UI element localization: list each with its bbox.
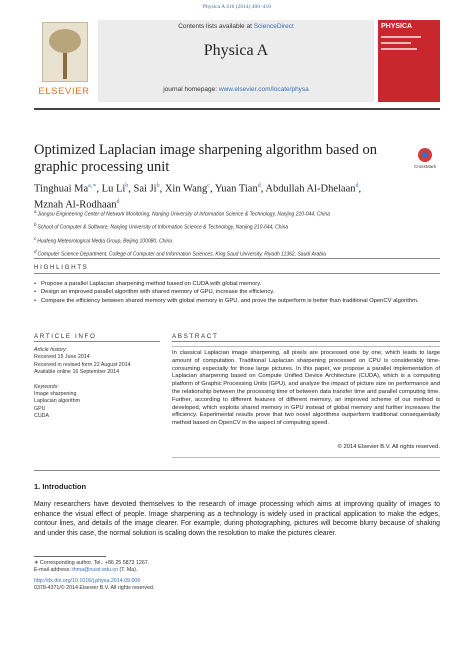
journal-cover-image[interactable]	[378, 20, 440, 102]
abstract-text: In classical Laplacian image sharpening, all pixels are processed one by one, which leads to large amount of computation. Traditional Laplacian sharpening processed on CPU is considerably time-consuming especially for those large pictures. In this paper, we propose a parallel implementation of Laplacian sharpening based on Compute Unified Device Architecture (CUDA), which is a computing platform of Graphic Processing Units (GPU), and analyze the impact of picture size on performance and the relationship between the processing time of between data transfer time and parallel computing time. Further, according to different features of different memory, an improved scheme of our method is developed, which exploits shared memory in GPU instead of global memory and further increases the efficiency. Experimental results prove that two novel algorithms outperform traditional consequentially method based on OpenCV in the aspect of computing speed.	[172, 350, 440, 427]
highlight-item: • Design an improved parallel algorithm with shared memory of GPU, increase the efficiency.	[34, 288, 440, 296]
author-name[interactable]: Xin Wang	[164, 183, 208, 195]
author-name[interactable]: Mznah Al-Rodhaan	[34, 199, 117, 210]
abstract-heading: ABSTRACT	[172, 333, 219, 340]
abstract-rule	[172, 341, 440, 342]
affiliation-marker: a	[34, 209, 37, 214]
history-label: Article history:	[34, 347, 68, 353]
affiliation-text: Computer Science Department, College of Computer and Information Sciences, King Saud University, Riyadh 11362, Saudi Arabia	[37, 252, 326, 259]
highlight-item: • Compare the efficiency between shared memory with global memory in GPU, and prove the outperform is better than traditional OpenCV algorithm.	[34, 297, 440, 305]
doi-block	[34, 578, 334, 593]
highlight-item: • Propose a parallel Laplacian sharpening method based on CUDA with global memory.	[34, 280, 440, 288]
keyword-item[interactable]: CUDA	[34, 413, 50, 420]
email-prefix: E-mail address:	[34, 567, 73, 574]
affiliation-text: School of Computer & Software, Nanjing University of Information Science & Technology, Nanjing 210-044, China	[37, 225, 289, 232]
affiliation-item	[34, 207, 434, 220]
crossmark-label: CrossMark	[413, 164, 437, 169]
doi-link[interactable]: http://dx.doi.org/10.1016/j.physa.2014.09.006	[34, 578, 141, 584]
journal-homepage	[98, 86, 374, 93]
footnote-block	[34, 560, 334, 575]
revised-date: Received in revised form 22 August 2014	[34, 361, 131, 368]
article-info-block	[34, 347, 160, 421]
tree-logo-icon	[42, 22, 88, 82]
affiliation-list	[34, 207, 434, 261]
author-name[interactable]: Yuan Tian	[214, 183, 258, 195]
author-affil-marker[interactable]: b	[156, 183, 160, 189]
section-heading: 1. Introduction	[34, 482, 87, 491]
elsevier-logo[interactable]	[34, 20, 94, 100]
publisher-name: ELSEVIER	[38, 86, 90, 97]
author-name[interactable]: Sai Ji	[133, 183, 157, 195]
corresponding-author-note: ∗ Corresponding author. Tel.: +86 25 5873 1267.	[34, 560, 150, 566]
homepage-link[interactable]: www.elsevier.com/locate/physa	[218, 86, 309, 93]
article-title: Optimized Laplacian image sharpening algorithm based on graphic processing unit	[34, 142, 378, 175]
author-affil-marker[interactable]: a,∗	[88, 183, 97, 189]
contents-line	[98, 23, 374, 30]
journal-reference[interactable]: Physica A 416 (2014) 400–410	[202, 4, 272, 10]
affiliation-item	[34, 220, 434, 233]
affiliation-text: Huafeng Meteorological Media Group, Beijing 100080, China	[37, 238, 173, 245]
keyword-item[interactable]: Laplacian algorithm	[34, 398, 80, 405]
cover-decoration	[381, 48, 417, 50]
keyword-item[interactable]: Image sharpening	[34, 391, 77, 398]
received-date: Received 15 June 2014	[34, 354, 90, 361]
spacer	[34, 377, 160, 384]
contents-prefix: Contents lists available at	[178, 23, 254, 30]
author-affil-marker[interactable]: d	[355, 183, 359, 189]
cover-decoration	[381, 36, 421, 38]
author-affil-marker[interactable]: c	[207, 183, 210, 189]
crossmark-badge[interactable]	[410, 148, 440, 176]
highlights-rule-mid	[34, 273, 440, 274]
email-line	[34, 567, 334, 574]
author-affil-marker[interactable]: d	[257, 183, 261, 189]
author-list: Tinghuai $Ma^{a,∗}$, Lu Li$^b$, Sai Ji$^b$, Xin Wang$^c$, Yuan Tian$^d$, Abdullah Al-Dhelaan$^d$, Mznah Al-Rodhaan$^d$	[34, 183, 362, 210]
affiliation-marker: d	[34, 249, 37, 255]
available-date: Available online 16 September 2014	[34, 369, 120, 376]
keywords-label: Keywords:	[34, 383, 59, 390]
issn-line: 0378-4371/© 2014 Elsevier B.V. All rights reserved.	[34, 585, 155, 592]
author-name[interactable]: Lu Li	[101, 183, 126, 195]
footnote-rule	[34, 556, 106, 557]
body-rule	[34, 470, 440, 471]
author-name[interactable]: Tinghuai Ma	[34, 183, 89, 195]
cover-decoration	[381, 42, 411, 44]
author-affil-marker[interactable]: b	[125, 183, 129, 189]
email-link[interactable]: thma@nuist.edu.cn	[72, 567, 118, 574]
header-rule	[34, 108, 440, 110]
journal-title: Physica A	[203, 42, 269, 59]
crossmark-icon	[418, 148, 432, 162]
sciencedirect-link[interactable]: ScienceDirect	[253, 23, 294, 30]
email-suffix: (T. Ma).	[118, 567, 138, 574]
author-affil-marker[interactable]: d	[116, 198, 120, 205]
author-name[interactable]: Abdullah Al-Dhelaan	[265, 183, 356, 195]
affiliation-marker: b	[34, 222, 37, 228]
affiliation-text: Jiangsu Engineering Center of Network Monitoring, Nanjing University of Information Science & Technology, Nanjing 210-044, China	[37, 211, 330, 218]
keyword-item[interactable]: GPU	[34, 405, 46, 412]
highlights-list	[34, 280, 440, 305]
highlights-heading: HIGHLIGHTS	[34, 264, 89, 271]
article-info-rule	[34, 341, 160, 342]
article-info-heading: ARTICLE INFO	[34, 333, 97, 340]
homepage-prefix: journal homepage:	[163, 86, 219, 93]
affiliation-item	[34, 234, 434, 247]
abstract-copyright: © 2014 Elsevier B.V. All rights reserved.	[337, 444, 440, 450]
affiliation-marker: c	[34, 235, 37, 241]
introduction-paragraph: Many researchers have devoted themselves to the research of image processing which aims at improving quality of images to enhance the visual effect of people. Image sharpening as a technology is widely used in practical application to make the edges, contour lines, and details of the image clearer. For example, during photographing, pictures will become blurry because of shaking and under this case, the normal solution is scaling down the resolution to make the pictures clearer.	[34, 501, 440, 537]
highlights-rule-top	[34, 258, 440, 259]
cover-title: PHYSICA	[381, 23, 413, 30]
